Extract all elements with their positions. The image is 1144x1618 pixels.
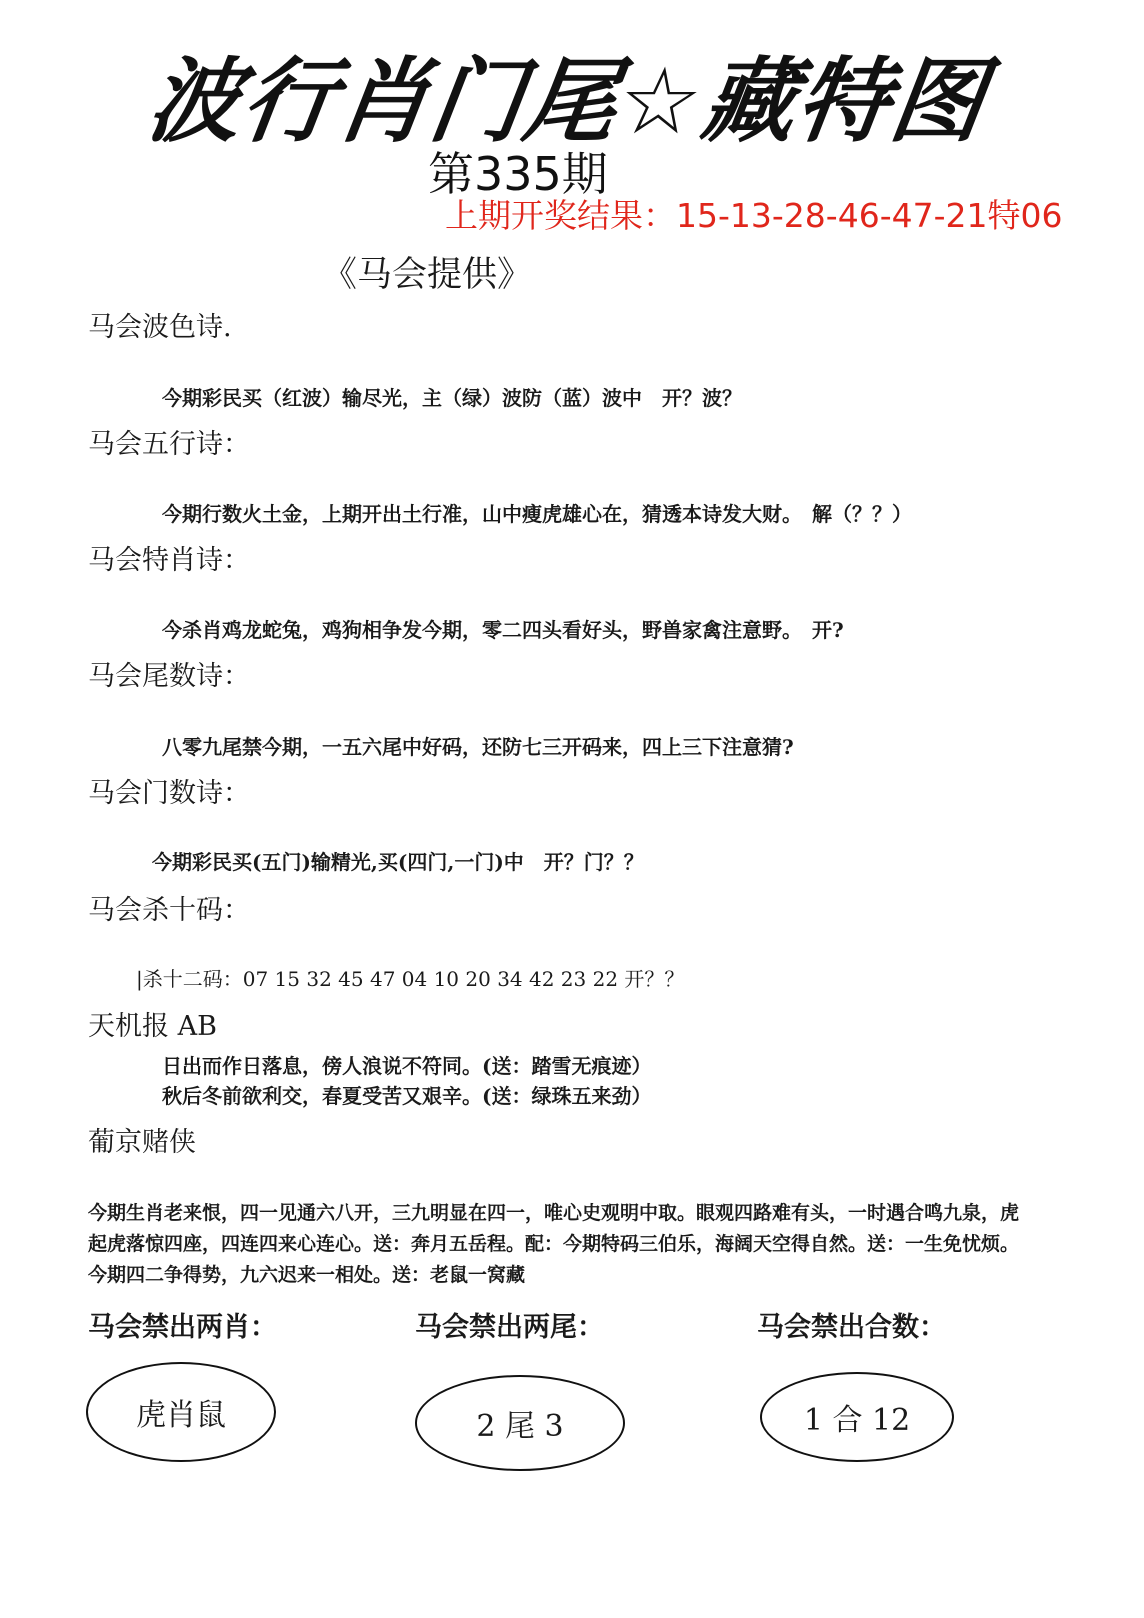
ban-tail-heading: 马会禁出两尾： xyxy=(415,1312,604,1343)
page-title: 波行肖门尾☆藏特图 xyxy=(141,48,993,155)
section-heading-wave: 马会波色诗. xyxy=(88,312,232,343)
section-text-kill-ten: |杀十二码：07 15 32 45 47 04 10 20 34 42 23 22 开？？ xyxy=(136,967,685,991)
pujing-heading: 葡京赌侠 xyxy=(88,1127,196,1158)
ban-sum-heading: 马会禁出合数： xyxy=(757,1312,946,1343)
ban-tail-value: 2 尾 3 xyxy=(476,1409,564,1444)
ban-zodiac-value: 虎肖鼠 xyxy=(136,1398,226,1433)
section-text-zodiac: 今杀肖鸡龙蛇兔，鸡狗相争发今期，零二四头看好头，野兽家禽注意野。 开? xyxy=(162,618,844,642)
issue-number: 第335期 xyxy=(428,147,608,201)
tianji-heading: 天机报 AB xyxy=(88,1011,217,1042)
ban-zodiac-heading: 马会禁出两肖： xyxy=(88,1312,277,1343)
last-draw-result: 上期开奖结果：15-13-28-46-47-21特06 xyxy=(445,196,1063,235)
ban-sum-oval xyxy=(760,1372,954,1462)
section-heading-five-elements: 马会五行诗： xyxy=(88,429,250,460)
section-heading-zodiac: 马会特肖诗： xyxy=(88,545,250,576)
section-text-five-elements: 今期行数火土金，上期开出土行准，山中瘦虎雄心在，猜透本诗发大财。 解（？？） xyxy=(162,502,912,526)
pujing-text: 今期生肖老来恨，四一见通六八开，三九明显在四一，唯心史观明中取。眼观四路难有头，一时遇合鸣九泉，虎起虎落惊四座，四连四来心连心。送：奔月五岳程。配：今期特码三伯乐，海阔天空得自然。送：一生免忧烦。今期四二争得势，九六迟来一相处。送：老鼠一窝藏 xyxy=(88,1202,1020,1286)
ban-zodiac-oval xyxy=(86,1362,276,1462)
ban-sum-value: 1 合 12 xyxy=(803,1403,911,1438)
tianji-line-1: 日出而作日落息，傍人浪说不符同。(送：踏雪无痕迹） xyxy=(162,1054,652,1078)
section-text-door: 今期彩民买(五门)输精光,买(四门,一门)中 开？门？？ xyxy=(152,850,644,874)
section-text-tail: 八零九尾禁今期，一五六尾中好码，还防七三开码来，四上三下注意猜? xyxy=(162,735,794,759)
provider-label: 《马会提供》 xyxy=(322,255,533,295)
section-text-wave: 今期彩民买（红波）输尽光，主（绿）波防（蓝）波中 开？波？ xyxy=(162,386,742,410)
ban-tail-oval xyxy=(415,1375,625,1471)
tianji-line-2: 秋后冬前欲利交，春夏受苦又艰辛。(送：绿珠五来劲） xyxy=(162,1084,652,1108)
section-heading-door: 马会门数诗： xyxy=(88,778,250,809)
section-heading-kill-ten: 马会杀十码： xyxy=(88,895,250,926)
section-heading-tail: 马会尾数诗： xyxy=(88,661,250,692)
